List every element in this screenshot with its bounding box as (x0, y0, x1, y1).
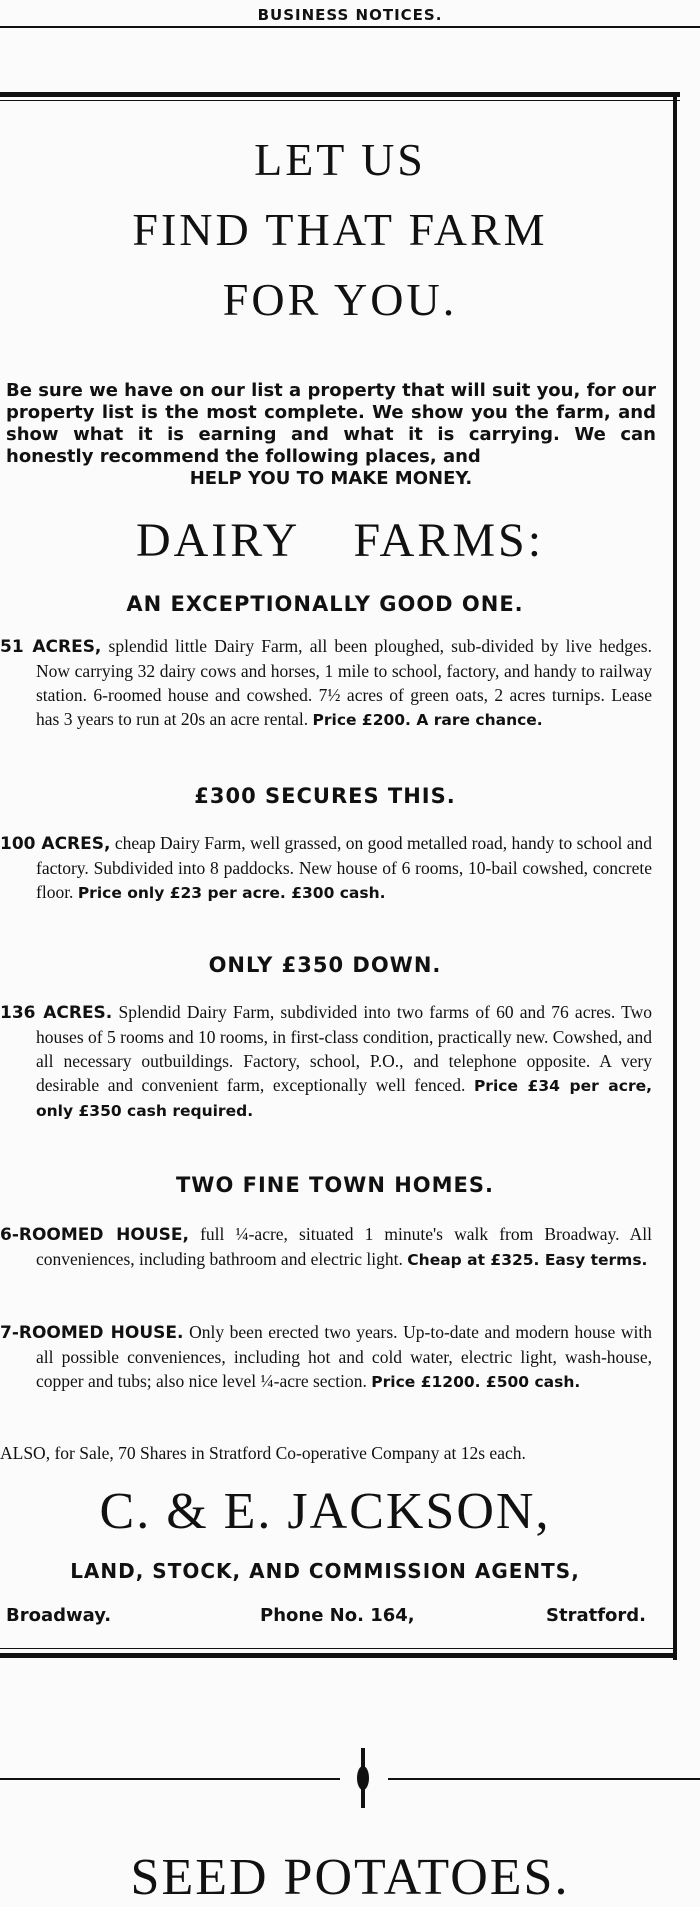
home-1-price: Cheap at £325. Easy terms. (407, 1251, 648, 1269)
section-header: BUSINESS NOTICES. (257, 6, 443, 24)
firm-role: LAND, STOCK, AND COMMISSION AGENTS, (70, 1559, 580, 1583)
ad-bottom-rule-thick (0, 1653, 677, 1658)
listing-2 (0, 831, 652, 905)
divider-rule-right (388, 1778, 700, 1780)
headline-line-3: FOR YOU. (222, 274, 458, 325)
ad-top-rule-thin (0, 100, 680, 101)
firm-address-left: Broadway. (6, 1605, 112, 1626)
firm-address-right: Stratford. (546, 1605, 646, 1626)
listing-1-lead: 51 ACRES, (0, 637, 102, 657)
home-1-lead: 6-ROOMED HOUSE, (0, 1225, 189, 1245)
listing-3-lead: 136 ACRES. (0, 1003, 113, 1023)
home-2 (0, 1320, 652, 1394)
listing-3-body: Splendid Dairy Farm, subdivided into two farms of 60 and 76 acres. Two houses of 5 rooms and 10 rooms, in first-class condition, practically new. Cowshed, and all necessary outbuildings. Factory, school, P.O., and telephone opposite. A very desirable and convenient farm, exceptionally well fenced. (36, 1002, 652, 1095)
listing-3-subhead: ONLY £350 DOWN. (208, 953, 442, 977)
ad-bottom-rule-thin (0, 1648, 677, 1649)
listing-3-price: Price £34 per acre, only £350 cash required. (36, 1077, 652, 1120)
listing-1 (0, 634, 652, 732)
listing-2-body: cheap Dairy Farm, well grassed, on good metalled road, handy to school and factory. Subdivided into 8 paddocks. New house of 6 rooms, 10-bail cowshed, concrete floor. (36, 833, 652, 902)
listing-1-subhead: AN EXCEPTIONALLY GOOD ONE. (126, 592, 524, 616)
intro-block (6, 380, 656, 490)
home-2-price: Price £1200. £500 cash. (371, 1373, 581, 1391)
intro-text: Be sure we have on our list a property that will suit you, for our property list is the most complete. We show you the farm, and show what it is earning and what it is carrying. We can honestly recommend the following places, and (6, 380, 656, 467)
intro-tagline: HELP YOU TO MAKE MONEY. (189, 468, 473, 489)
listing-3 (0, 1000, 652, 1123)
header-rule (0, 26, 700, 28)
listing-2-subhead: £300 SECURES THIS. (194, 784, 456, 808)
divider-rule-left (0, 1778, 340, 1780)
also-note: ALSO, for Sale, 70 Shares in Stratford Co-operative Company at 12s each. (0, 1443, 526, 1463)
home-1 (0, 1222, 652, 1272)
home-2-lead: 7-ROOMED HOUSE. (0, 1323, 184, 1343)
divider-ornament (356, 1748, 370, 1808)
listing-1-price: Price £200. A rare chance. (312, 711, 543, 729)
firm-phone: Phone No. 164, (260, 1605, 415, 1626)
firm-name: C. & E. JACKSON, (99, 1483, 551, 1540)
home-2-body: Only been erected two years. Up-to-date and modern house with all possible conveniences, including hot and cold water, electric light, wash-house, copper and tubs; also nice level ¼-acre section. (36, 1322, 652, 1391)
listing-1-body: splendid little Dairy Farm, all been ploughed, sub-divided by live hedges. Now carrying 32 dairy cows and horses, 1 mile to school, factory, and handy to railway station. 6-roomed house and cowshed. 7½ acres of green oats, 2 acres turnips. Lease has 3 years to run at 20s an acre rental. (36, 636, 652, 729)
ad-top-rule-thick (0, 92, 680, 97)
category-heading: DAIRY FARMS: (135, 514, 545, 567)
home-1-body: full ¼-acre, situated 1 minute's walk from Broadway. All conveniences, including bathroom and electric light. (36, 1224, 652, 1269)
listing-2-price: Price only £23 per acre. £300 cash. (77, 884, 386, 902)
headline-line-2: FIND THAT FARM (132, 204, 548, 255)
ad-right-border (673, 92, 677, 1660)
next-ad-heading: SEED POTATOES. (130, 1849, 570, 1906)
headline-line-1: LET US (254, 134, 426, 185)
homes-subhead: TWO FINE TOWN HOMES. (175, 1173, 495, 1197)
listing-2-lead: 100 ACRES, (0, 834, 111, 854)
